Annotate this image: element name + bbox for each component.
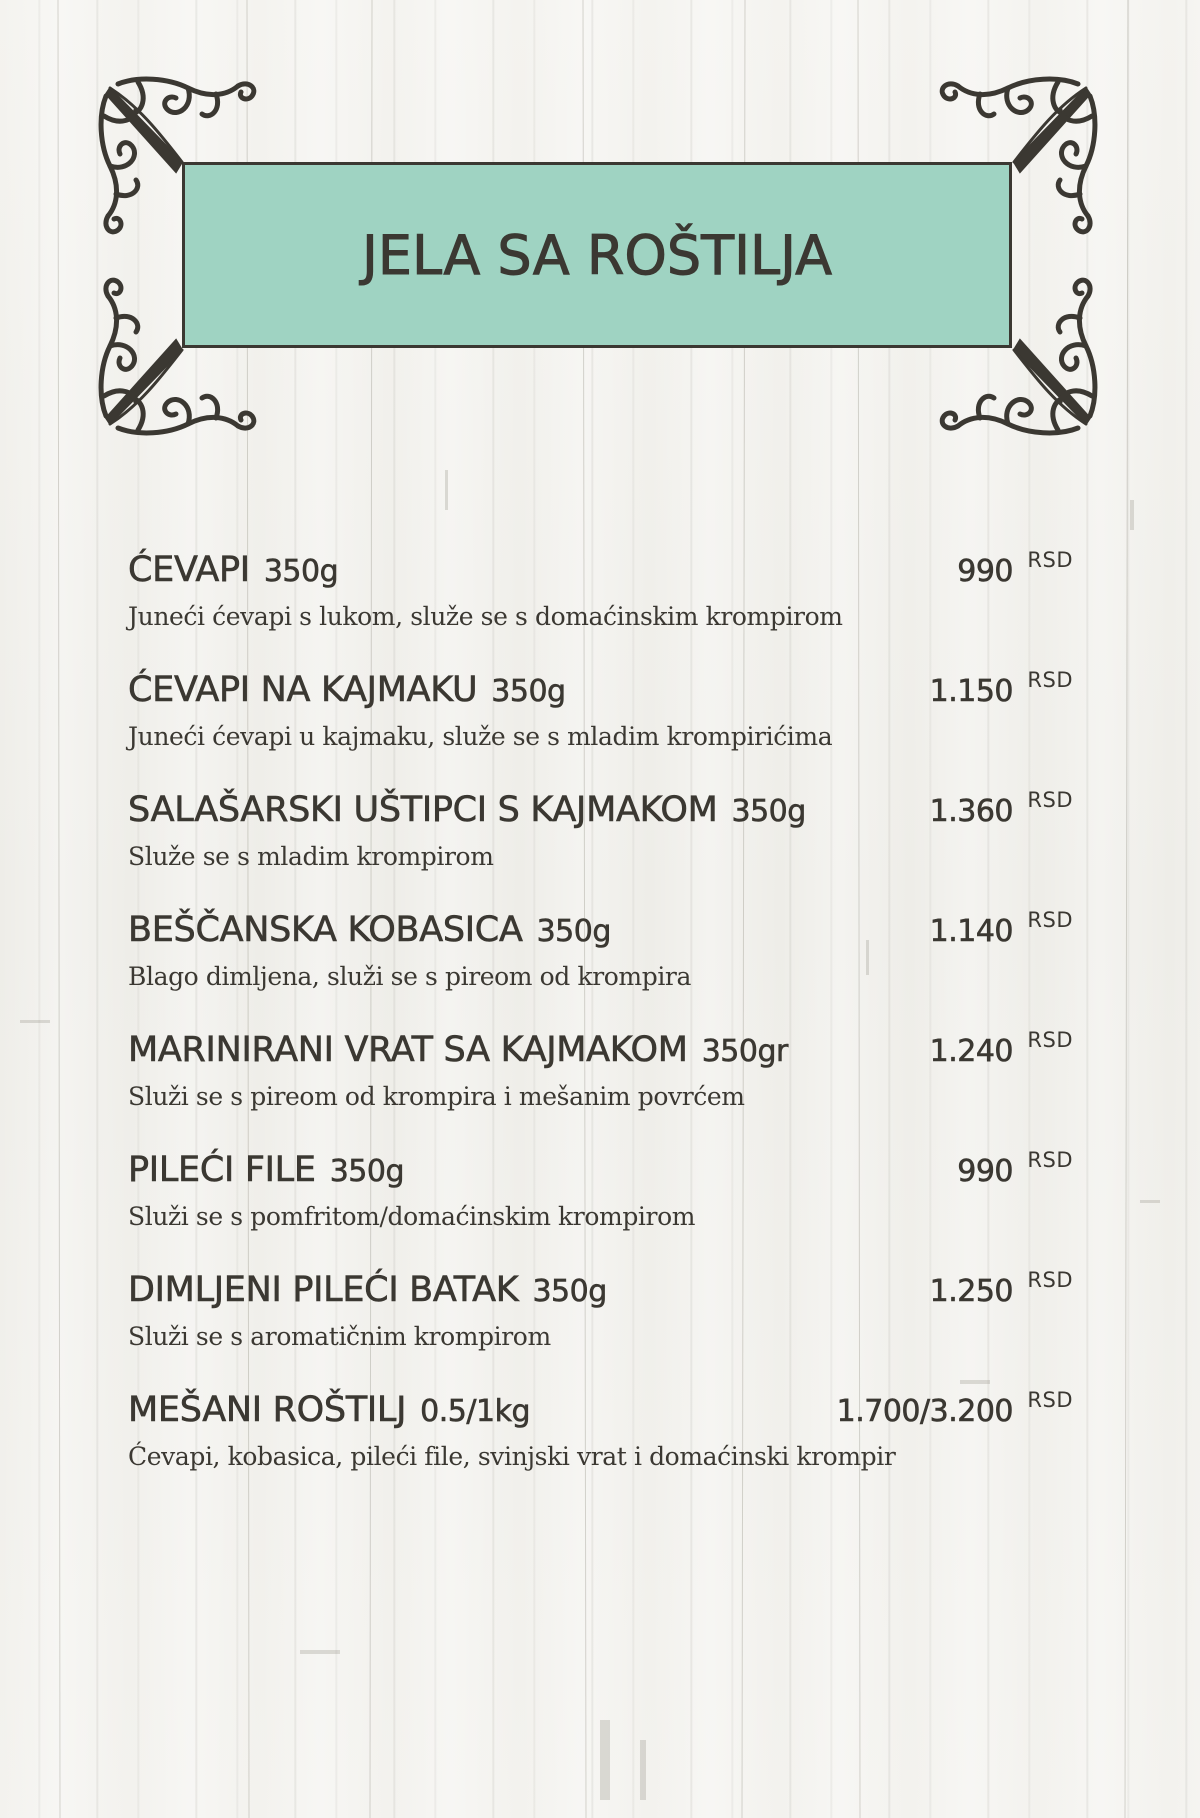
dish-description: Služi se s pireom od krompira i mešanim povrćem [128,1082,745,1111]
dish-weight: 350g [536,914,611,949]
dish-weight: 350g [329,1154,405,1189]
dish-weight: 350gr [701,1034,788,1069]
price-currency: RSD [1027,1148,1073,1172]
dish-description: Služi se s pomfritom/domaćinskim krompirom [128,1202,696,1231]
dish-price: 1.150 [929,674,1013,709]
dish-title: BEŠČANSKA KOBASICA [128,910,523,950]
dish-description: Služe se s mladim krompirom [128,842,494,871]
menu-list [128,546,1073,1506]
menu-item [128,1026,1073,1146]
dish-price: 1.700/3.200 [836,1394,1013,1429]
dish-price: 1.240 [929,1034,1013,1069]
menu-item [128,546,1073,666]
menu-item [128,906,1073,1026]
dish-price: 990 [957,1154,1013,1189]
dish-name [128,790,806,830]
menu-item-heading [128,666,1073,718]
dish-name [128,670,566,710]
menu-item-heading [128,546,1073,598]
menu-item [128,1146,1073,1266]
title-box [182,162,1012,348]
menu-item [128,1386,1073,1506]
menu-item-heading [128,1026,1073,1078]
price-currency: RSD [1027,668,1073,692]
price-currency: RSD [1027,908,1073,932]
price-currency: RSD [1027,1388,1073,1412]
dish-name [128,1150,404,1190]
title-banner [98,76,1098,436]
dish-name [128,1030,788,1070]
dish-name [128,550,338,590]
dish-title: SALAŠARSKI UŠTIPCI S KAJMAKOM [128,790,718,830]
dish-weight: 350g [263,554,339,589]
menu-item-heading [128,906,1073,958]
dish-price: 1.360 [929,794,1013,829]
page-title: JELA SA ROŠTILJA [361,223,833,287]
menu-item-heading [128,786,1073,838]
dish-price: 1.250 [929,1274,1013,1309]
dish-name [128,910,611,950]
dish-name [128,1270,607,1310]
dish-weight: 0.5/1kg [420,1394,530,1429]
dish-weight: 350g [731,794,806,829]
dish-title: ĆEVAPI [128,550,250,590]
price-currency: RSD [1027,788,1073,812]
dish-description: Juneći ćevapi u kajmaku, služe se s mladim krompirićima [128,722,833,751]
dish-price: 990 [957,554,1013,589]
dish-title: PILEĆI FILE [128,1150,316,1190]
dish-description: Blago dimljena, služi se s pireom od krompira [128,962,691,991]
dish-name [128,1390,530,1430]
menu-item-heading [128,1266,1073,1318]
menu-item [128,786,1073,906]
dish-title: DIMLJENI PILEĆI BATAK [128,1270,519,1310]
dish-title: ĆEVAPI NA KAJMAKU [128,670,478,710]
price-currency: RSD [1027,548,1073,572]
menu-item-heading [128,1146,1073,1198]
dish-title: MEŠANI ROŠTILJ [128,1390,407,1430]
menu-item-heading [128,1386,1073,1438]
price-currency: RSD [1027,1028,1073,1052]
dish-description: Ćevapi, kobasica, pileći file, svinjski vrat i domaćinski krompir [128,1442,896,1471]
dish-description: Služi se s aromatičnim krompirom [128,1322,551,1351]
dish-description: Juneći ćevapi s lukom, služe se s domaćinskim krompirom [128,602,843,631]
dish-title: MARINIRANI VRAT SA KAJMAKOM [128,1030,688,1070]
dish-weight: 350g [532,1274,607,1309]
dish-weight: 350g [491,674,566,709]
menu-item [128,1266,1073,1386]
dish-price: 1.140 [929,914,1013,949]
price-currency: RSD [1027,1268,1073,1292]
menu-item [128,666,1073,786]
